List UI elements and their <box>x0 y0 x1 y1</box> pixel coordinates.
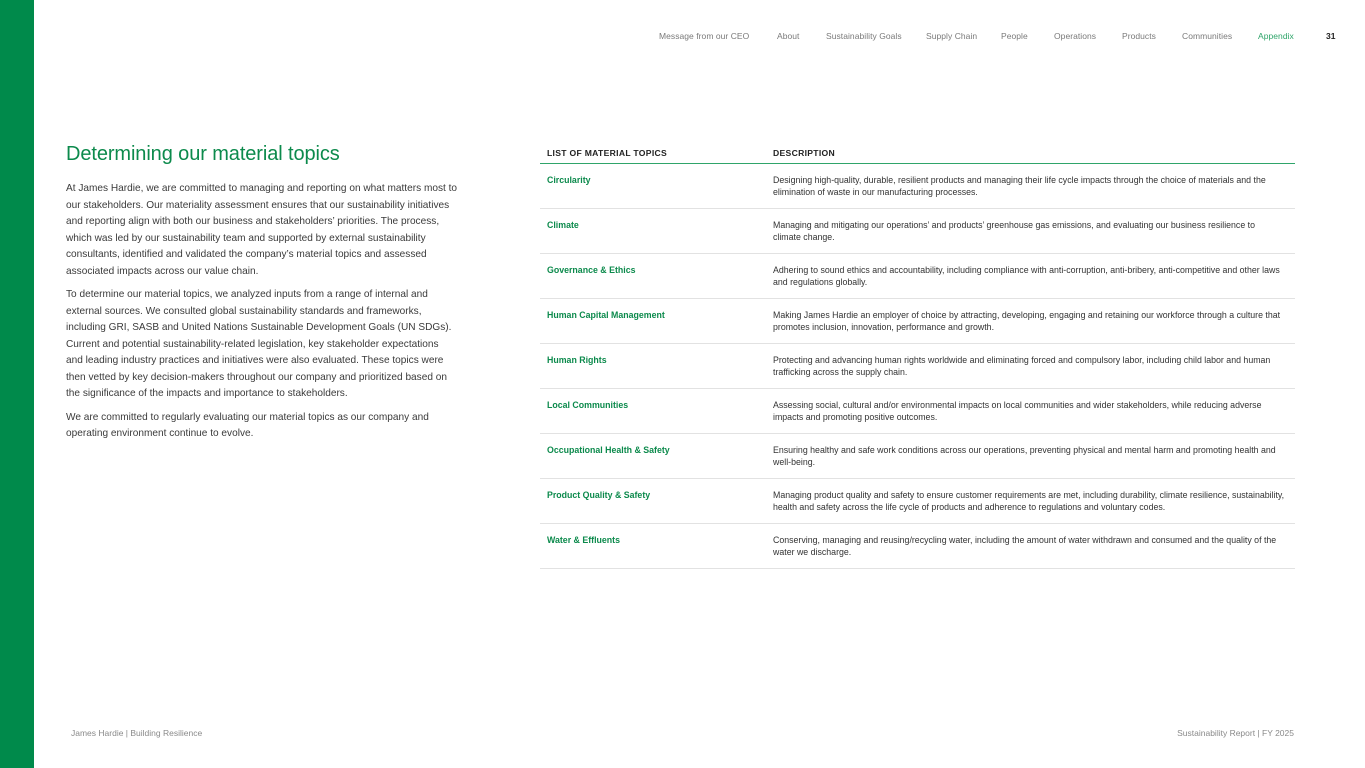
table-row <box>540 344 1295 389</box>
nav-item-supply-chain[interactable]: Supply Chain <box>926 31 978 41</box>
nav-item-sustainability-goals[interactable]: Sustainability Goals <box>826 31 902 41</box>
topic-name: Product Quality & Safety <box>547 490 651 500</box>
nav-item-communities[interactable]: Communities <box>1182 31 1233 41</box>
header-description: DESCRIPTION <box>773 148 836 158</box>
topic-name: Local Communities <box>547 400 629 410</box>
page-number: 31 <box>1326 31 1336 41</box>
table-row <box>540 434 1295 479</box>
intro-paragraph: To determine our material topics, we analyzed inputs from a range of internal and external sources. We consulted global sustainability standards and frameworks, including GRI, SASB and United Nations Sustainable Development Goals (UN SDGs). Current and potential sustainability-related legislation, key stakeholder expectations and leading industry practices and initiatives were also evaluated. These topics were then vetted by key decision-makers throughout our company and prioritized based on the significance of the impacts and importance to stakeholders. <box>66 289 452 399</box>
topic-description: Designing high-quality, durable, resilient products and managing their life cycle impacts through the choice of materials and the elimination of waste in our manufacturing processes. <box>773 175 1266 197</box>
footer-brand: James Hardie | Building Resilience <box>71 728 203 738</box>
nav-item-ceo-message[interactable]: Message from our CEO <box>659 31 750 41</box>
nav-item-people[interactable]: People <box>1001 31 1028 41</box>
table-row <box>540 254 1295 299</box>
topic-name: Governance & Ethics <box>547 265 636 275</box>
top-navigation <box>640 31 1345 43</box>
brand-side-bar <box>0 0 34 768</box>
table-row <box>540 299 1295 344</box>
topic-description: Adhering to sound ethics and accountability, including compliance with anti-corruption, anti-bribery, anti-competitive and other laws and regulations globally. <box>773 265 1280 287</box>
footer-report: Sustainability Report | FY 2025 <box>1177 728 1294 738</box>
topic-description: Protecting and advancing human rights worldwide and eliminating forced and compulsory labor, including child labor and human trafficking across the supply chain. <box>773 355 1271 377</box>
intro-paragraph: At James Hardie, we are committed to managing and reporting on what matters most to our stakeholders. Our materiality assessment ensures that our sustainability initiatives and reporting align with both our business and stakeholders’ priorities. The process, which was led by our sustainability team and supported by external sustainability consultants, identified and validated the company’s material topics and assessed associated impacts across our value chain. <box>66 183 458 277</box>
table-row <box>540 389 1295 434</box>
topic-name: Climate <box>547 220 579 230</box>
material-topics-table <box>540 145 1295 569</box>
topic-description: Making James Hardie an employer of choice by attracting, developing, engaging and retaining our workforce through a culture that promotes inclusion, innovation, performance and growth. <box>773 310 1281 332</box>
topic-description: Managing product quality and safety to ensure customer requirements are met, including durability, climate resilience, sustainability, health and safety across the life cycle of products and adherence to regulations and voluntary codes. <box>773 490 1285 512</box>
header-topic: LIST OF MATERIAL TOPICS <box>547 148 668 158</box>
topic-description: Conserving, managing and reusing/recycling water, including the amount of water withdrawn and consumed and the quality of the water we discharge. <box>773 535 1277 557</box>
table-row <box>540 209 1295 254</box>
table-row <box>540 524 1295 569</box>
intro-text <box>66 181 458 450</box>
topic-name: Water & Effluents <box>547 535 620 545</box>
topic-name: Occupational Health & Safety <box>547 445 670 455</box>
intro-paragraph: We are committed to regularly evaluating our material topics as our company and operating environment continue to evolve. <box>66 411 429 439</box>
topic-description: Ensuring healthy and safe work conditions across our operations, preventing physical and mental harm and promoting health and well-being. <box>773 445 1276 467</box>
table-row <box>540 479 1295 524</box>
table-row <box>540 164 1295 209</box>
topic-name: Human Rights <box>547 355 607 365</box>
topic-description: Assessing social, cultural and/or environmental impacts on local communities and wider stakeholders, while reducing adverse impacts and promoting positive outcomes. <box>773 400 1262 422</box>
topic-name: Circularity <box>547 175 591 185</box>
page-title: Determining our material topics <box>66 143 340 165</box>
topic-name: Human Capital Management <box>547 310 665 320</box>
nav-item-about[interactable]: About <box>777 31 800 41</box>
nav-item-operations[interactable]: Operations <box>1054 31 1097 41</box>
nav-item-products[interactable]: Products <box>1122 31 1156 41</box>
topic-description: Managing and mitigating our operations’ and products’ greenhouse gas emissions, and evaluating our business resilience to climate change. <box>773 220 1256 242</box>
table-header <box>540 145 1295 164</box>
nav-item-appendix[interactable]: Appendix <box>1258 31 1294 41</box>
